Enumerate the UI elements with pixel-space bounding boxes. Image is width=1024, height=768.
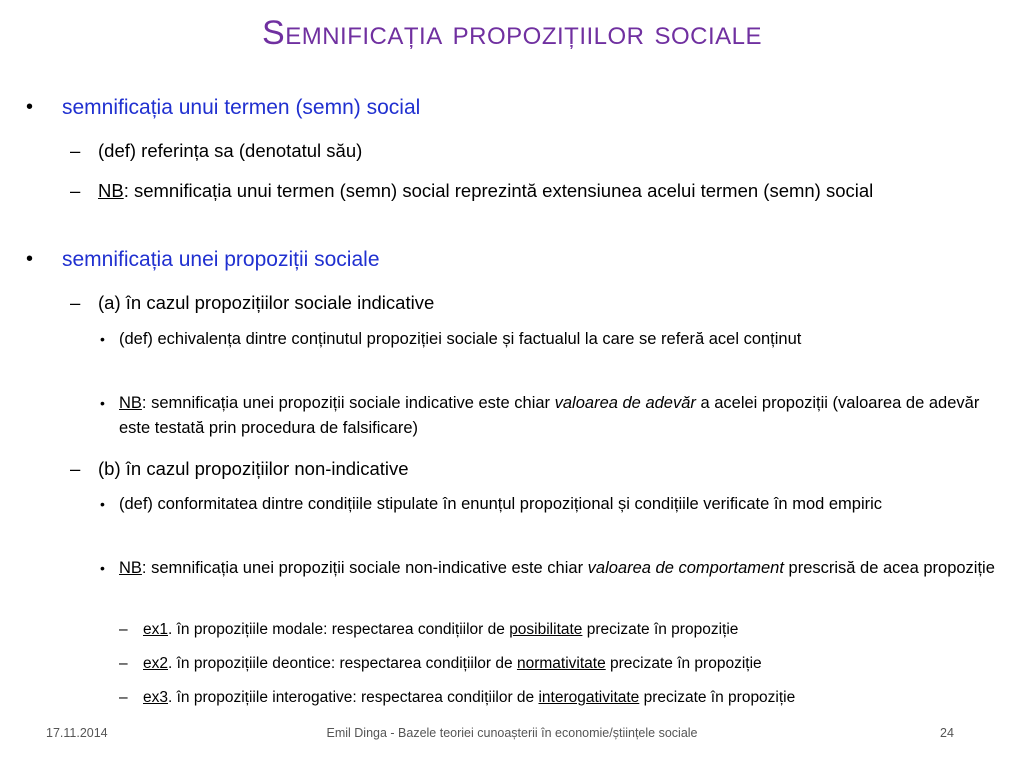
bullet-text: precizate în propoziție <box>605 655 762 672</box>
nb-label: NB <box>98 180 124 201</box>
bullet-level3 <box>100 492 999 517</box>
bullet-text: . în propozițiile interogative: respectarea condițiilor de <box>168 689 539 706</box>
bullet-text: precizate în propoziție <box>639 689 796 706</box>
bullet-dot: • <box>100 496 105 512</box>
bullet-text: . în propozițiile deontice: respectarea condițiilor de <box>168 655 517 672</box>
bullet-dot: • <box>26 248 34 270</box>
bullet-dot: • <box>100 395 105 411</box>
bullet-text: : semnificația unei propoziții sociale indicative este chiar <box>141 394 555 412</box>
bullet-text: semnificația unei propoziții sociale <box>62 248 380 271</box>
bullet-dash: – <box>119 621 128 638</box>
bullet-level3 <box>100 327 999 352</box>
footer-page-number: 24 <box>940 726 954 740</box>
bullet-level2 <box>70 288 978 317</box>
footer-date: 17.11.2014 <box>46 726 108 740</box>
bullet-text: . în propozițiile modale: respectarea condițiilor de <box>168 621 510 638</box>
bullet-level3 <box>100 391 999 441</box>
example-label: ex1 <box>143 621 168 638</box>
bullet-dot: • <box>100 331 105 347</box>
bullet-dash: – <box>70 140 81 161</box>
bullet-dash: – <box>70 292 81 313</box>
bullet-text: a acelei propoziții (valoarea de adevăr este testată prin procedura de falsificare) <box>119 394 980 437</box>
bullet-level1 <box>26 96 962 120</box>
bullet-level4 <box>119 652 1013 676</box>
bullet-level3 <box>100 556 999 581</box>
emphasis-text: valoarea de comportament <box>587 559 784 577</box>
emphasis-text: valoarea de adevăr <box>554 394 696 412</box>
bullet-level4 <box>119 686 1013 710</box>
bullet-level4 <box>119 618 1013 642</box>
bullet-text: : semnificația unui termen (semn) social reprezintă extensiunea acelui termen (semn) social <box>123 180 874 201</box>
bullet-level2 <box>70 454 978 483</box>
bullet-text: : semnificația unei propoziții sociale non-indicative este chiar <box>141 559 588 577</box>
bullet-text: (def) echivalența dintre conținutul propoziției sociale și factualul la care se referă acel conținut <box>119 330 802 348</box>
bullet-level2 <box>70 136 978 165</box>
bullet-text: (def) conformitatea dintre condițiile stipulate în enunțul propozițional și condițiile verificate în mod empiric <box>119 495 883 513</box>
bullet-dash: – <box>70 180 81 201</box>
bullet-dot: • <box>26 96 34 118</box>
bullet-text: precizate în propoziție <box>582 621 739 638</box>
example-label: ex2 <box>143 655 168 672</box>
nb-label: NB <box>119 559 142 577</box>
bullet-dash: – <box>119 655 128 672</box>
example-label: ex3 <box>143 689 168 706</box>
nb-label: NB <box>119 394 142 412</box>
bullet-level1 <box>26 248 962 272</box>
bullet-dash: – <box>119 689 128 706</box>
bullet-text: (def) referința sa (denotatul său) <box>98 140 363 161</box>
bullet-dot: • <box>100 560 105 576</box>
bullet-text: semnificația unui termen (semn) social <box>62 96 421 119</box>
key-term: normativitate <box>516 655 606 672</box>
bullet-level2 <box>70 176 978 205</box>
bullet-text: (a) în cazul propozițiilor sociale indicative <box>98 292 435 313</box>
footer-center-text: Emil Dinga - Bazele teoriei cunoașterii în economie/științele sociale <box>326 726 698 740</box>
bullet-text: prescrisă de acea propoziție <box>783 559 995 577</box>
key-term: interogativitate <box>538 689 640 706</box>
bullet-text: (b) în cazul propozițiilor non-indicative <box>98 458 409 479</box>
key-term: posibilitate <box>509 621 583 638</box>
bullet-dash: – <box>70 458 81 479</box>
slide-title: Semnificația propozițiilor sociale <box>262 14 762 52</box>
